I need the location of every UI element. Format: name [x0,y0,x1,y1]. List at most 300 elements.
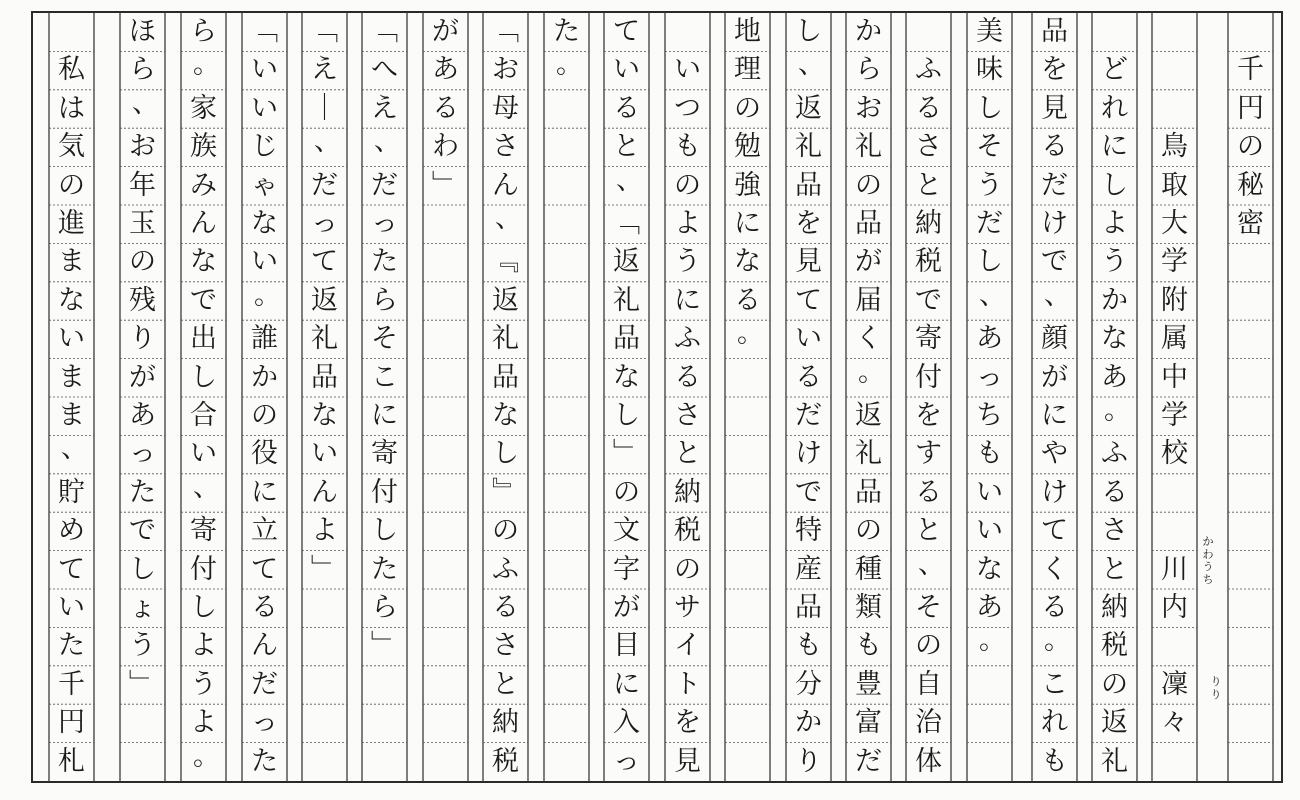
manuscript-cell: 、 [314,126,341,158]
manuscript-cell: こ [371,361,398,393]
manuscript-cell: た [553,16,580,47]
manuscript-cell: ﹁ [371,16,398,47]
manuscript-cell: え [371,92,398,124]
manuscript-cell: 品 [855,208,882,239]
manuscript-cell: る [1041,131,1068,163]
manuscript-cell: 属 [1161,323,1188,355]
manuscript-cell: が [613,592,640,623]
manuscript-cell: 付 [190,553,217,585]
manuscript-cell: よ [190,707,217,739]
manuscript-cell: 学 [1161,246,1188,278]
manuscript-cell: け [1041,476,1068,508]
manuscript-cell: て [795,284,822,316]
manuscript-cell: れ [1101,92,1128,124]
author-column [1152,0,1197,800]
manuscript-cell: 理 [734,54,761,86]
manuscript-cell: な [734,246,761,278]
manuscript-cell: 貯 [58,476,85,508]
manuscript-cell: ょ [129,592,156,623]
manuscript-cell: 役 [251,438,278,470]
manuscript-cell: 見 [795,246,822,278]
manuscript-cell: な [251,208,278,239]
grid-lines [49,12,1273,782]
manuscript-cell: し [190,592,217,623]
manuscript-cell: ﹂ [311,553,338,585]
manuscript-cell: 地 [734,16,761,47]
manuscript-cell: い [795,323,822,355]
manuscript-cell: に [251,476,278,508]
manuscript-cell [1152,474,1197,511]
manuscript-cell: 目 [613,630,640,662]
manuscript-cell: あ [976,323,1003,355]
manuscript-cell [1152,13,1197,50]
manuscript-cell: た [371,553,398,585]
manuscript-cell: う [674,246,701,278]
manuscript-cell: い [58,592,85,623]
manuscript-cell: を [915,400,942,431]
manuscript-cell: の [855,169,882,201]
manuscript-cell: 、 [616,164,643,196]
manuscript-cell: あ [976,592,1003,623]
manuscript-cell: 礼 [855,438,882,470]
manuscript-cell: な [492,400,519,431]
manuscript-cell: ト [674,668,701,700]
manuscript-cell: ﹁ [613,208,640,239]
manuscript-cell: ﹁ [492,16,519,47]
manuscript-cell [665,13,710,50]
manuscript-cell: は [58,92,85,124]
manuscript-cell: い [58,323,85,355]
manuscript-cell [1092,13,1137,50]
manuscript-cell: だ [976,208,1003,239]
text-column [544,0,589,800]
manuscript-cell: ﹃ [492,246,519,278]
manuscript-cell: 。 [979,625,1006,657]
manuscript-cell: 体 [915,745,942,777]
manuscript-cell: た [58,630,85,662]
manuscript-cell: ん [251,630,278,662]
manuscript-cell: し [613,400,640,431]
manuscript-cell: 秘 [1237,169,1264,201]
manuscript-cell: と [1101,553,1128,585]
manuscript-cell: だ [855,745,882,777]
manuscript-cell: て [251,553,278,585]
manuscript-cell: 、 [132,87,159,119]
manuscript-cell: し [795,16,822,47]
manuscript-cell: 返 [1101,707,1128,739]
manuscript-cell: 年 [129,169,156,201]
text-column [604,0,649,800]
manuscript-cell: 見 [674,745,701,777]
manuscript-cell [1228,13,1273,50]
manuscript-cell: よ [311,515,338,547]
manuscript-cell: 富 [855,707,882,739]
manuscript-cell: で [190,284,217,316]
manuscript-cell: 。 [193,740,220,772]
text-column [665,0,710,800]
manuscript-cell: が [129,361,156,393]
manuscript-cell: る [734,284,761,316]
manuscript-cell: だ [1041,169,1068,201]
manuscript-cell: 付 [371,476,398,508]
manuscript-cell: の [855,515,882,547]
manuscript-cell: が [432,16,459,47]
manuscript-cell: ﹂ [129,668,156,700]
manuscript-cell: よ [190,630,217,662]
manuscript-cell: る [915,92,942,124]
manuscript-cell: 、 [918,548,945,580]
manuscript-cell [1152,627,1197,664]
text-column [967,0,1012,800]
manuscript-cell: か [795,707,822,739]
manuscript-cell: 類 [855,592,882,623]
text-column [1032,0,1077,800]
manuscript-cell: ど [1101,54,1128,86]
manuscript-cell: に [613,668,640,700]
manuscript-cell: い [251,54,278,86]
manuscript-cell: け [1041,208,1068,239]
manuscript-cell: た [129,476,156,508]
manuscript-cell: く [1041,553,1068,585]
manuscript-cell: れ [1041,707,1068,739]
text-column [725,0,770,800]
text-column [846,0,891,800]
manuscript-cell: く [855,323,882,355]
manuscript-cell: で [915,284,942,316]
manuscript-cell: お [129,131,156,163]
manuscript-cell [49,13,94,50]
manuscript-cell: ん [492,169,519,201]
manuscript-cell: る [492,592,519,623]
manuscript-cell: に [734,208,761,239]
manuscript-cell: 強 [734,169,761,201]
manuscript-cell: あ [1101,361,1128,393]
manuscript-cell: 私 [58,54,85,86]
manuscript-cell: 税 [1101,630,1128,662]
manuscript-cell: 品 [1041,16,1068,47]
manuscript-cell: い [613,54,640,86]
manuscript-cell: 産 [795,553,822,585]
manuscript-cell: た [251,745,278,777]
manuscript-cell: る [1101,476,1128,508]
manuscript-cell: そ [976,131,1003,163]
text-column [362,0,407,800]
manuscript-cell: 、 [61,433,88,465]
text-column [786,0,831,800]
manuscript-cell: の [674,169,701,201]
manuscript-cell: う [129,630,156,662]
manuscript-cell: の [492,515,519,547]
manuscript-cell: 、 [979,279,1006,311]
manuscript-cell: 残 [129,284,156,316]
manuscript-cell: 寄 [371,438,398,470]
manuscript-cell: じ [251,131,278,163]
manuscript-cell: だ [795,400,822,431]
manuscript-cell: 税 [674,515,701,547]
manuscript-cell: る [613,92,640,124]
manuscript-cell: な [58,284,85,316]
manuscript-cell: っ [613,745,640,777]
manuscript-cell: い [674,54,701,86]
text-column [120,0,165,800]
manuscript-cell: 鳥 [1161,131,1188,163]
manuscript-cell: さ [674,400,701,431]
manuscript-cell: 学 [1161,400,1188,431]
ruby-riri: りり [1210,675,1222,701]
manuscript-cell: 入 [613,707,640,739]
manuscript-cell: ﹁ [251,16,278,47]
manuscript-cell: ら [190,16,217,47]
manuscript-cell: 。 [1104,395,1131,426]
manuscript-cell: 品 [855,476,882,508]
manuscript-cell: 返 [855,400,882,431]
manuscript-cell: と [674,438,701,470]
manuscript-cell: 。 [193,49,220,81]
text-column [423,0,468,800]
manuscript-cell: ま [58,400,85,431]
manuscript-cell: う [190,668,217,700]
manuscript-cell: わ [432,131,459,163]
manuscript-cell: 味 [976,54,1003,86]
manuscript-cell: ま [58,361,85,393]
ruby-kawauchi: かわうち [1202,535,1214,586]
text-column [906,0,951,800]
manuscript-cell: 進 [58,208,85,239]
manuscript-cell: ま [58,246,85,278]
manuscript-cell [1152,51,1197,88]
manuscript-cell: か [855,16,882,47]
manuscript-cell [1152,90,1197,127]
manuscript-cell: る [1041,592,1068,623]
manuscript-cell: が [1041,361,1068,393]
manuscript-cell: の [1101,668,1128,700]
manuscript-cell: て [58,553,85,585]
manuscript-cell: を [795,208,822,239]
manuscript-cell: 。 [737,318,764,350]
manuscript-cell: 密 [1237,208,1264,239]
manuscript-cell: の [613,476,640,508]
manuscript-cell: な [976,553,1003,585]
manuscript-cell: 納 [674,476,701,508]
manuscript-cell: が [855,246,882,278]
manuscript-cell: あ [432,54,459,86]
manuscript-cell: る [251,592,278,623]
manuscript-cell: 品 [795,169,822,201]
manuscript-cell: っ [311,208,338,239]
manuscript-cell: し [976,246,1003,278]
manuscript-cell: 。 [556,49,583,81]
manuscript-cell: ん [190,208,217,239]
manuscript-cell: う [1101,246,1128,278]
manuscript-cell: 円 [1237,92,1264,124]
manuscript-cell: 、 [495,203,522,234]
manuscript-cell: 札 [58,745,85,777]
manuscript-cell: 品 [492,361,519,393]
manuscript-cell: し [129,553,156,585]
manuscript-cell: さ [1101,515,1128,547]
manuscript-cell: ら [855,54,882,86]
manuscript-cell: 寄 [190,515,217,547]
manuscript-cell: え [311,54,338,86]
manuscript-cell: を [1041,54,1068,86]
manuscript-cell: か [251,361,278,393]
manuscript-cell: お [492,54,519,86]
manuscript-cell: 寄 [915,323,942,355]
manuscript-cell: ち [976,400,1003,431]
manuscript-cell: け [795,438,822,470]
manuscript-cell: こ [1041,668,1068,700]
manuscript-cell: の [58,169,85,201]
manuscript-cell: さ [915,131,942,163]
manuscript-cell: 付 [915,361,942,393]
manuscript-cell: ﹂ [613,438,640,470]
manuscript-cell: だ [371,169,398,201]
manuscript-cell: 気 [58,131,85,163]
manuscript-cell: 届 [855,284,882,316]
manuscript-cell: 美 [976,16,1003,47]
manuscript-cell: 納 [1101,592,1128,623]
manuscript-cell: す [915,438,942,470]
manuscript-cell: で [129,515,156,547]
manuscript-cell: そ [915,592,942,623]
manuscript-cell: だ [251,668,278,700]
manuscript-cell: な [311,400,338,431]
manuscript-cell: っ [129,438,156,470]
manuscript-cell: に [1101,131,1128,163]
manuscript-cell: も [976,438,1003,470]
manuscript-cell: 中 [1161,361,1188,393]
manuscript-cell: 種 [855,553,882,585]
manuscript-cell: い [976,515,1003,547]
manuscript-cell: だ [311,169,338,201]
manuscript-cell: 誰 [251,323,278,355]
manuscript-cell: 内 [1161,592,1188,623]
manuscript-cell: 品 [613,323,640,355]
manuscript-cell: と [915,515,942,547]
manuscript-cell: 立 [251,515,278,547]
manuscript-cell: の [674,553,701,585]
manuscript-cell: ふ [1101,438,1128,470]
manuscript-cell: う [976,169,1003,201]
manuscript-cell: な [1101,323,1128,355]
manuscript-cell: お [855,92,882,124]
manuscript-cell: っ [976,361,1003,393]
manuscript-cell: い [976,476,1003,508]
manuscript-cell: イ [674,630,701,662]
manuscript-cell: 家 [190,92,217,124]
manuscript-cell: 礼 [795,131,822,163]
manuscript-cell: に [371,400,398,431]
manuscript-cell: 豊 [855,668,882,700]
manuscript-cell: い [190,438,217,470]
text-column [302,0,347,800]
manuscript-cell: 附 [1161,284,1188,316]
manuscript-cell: 、 [798,49,825,81]
manuscript-cell: 校 [1161,438,1188,470]
manuscript-cell: も [855,630,882,662]
manuscript-cell: 文 [613,515,640,547]
manuscript-cell: ふ [915,54,942,86]
manuscript-cell: て [311,246,338,278]
manuscript-cell: 千 [58,668,85,700]
manuscript-cell: つ [674,92,701,124]
manuscript-cell: も [674,131,701,163]
manuscript-cell: 族 [190,131,217,163]
manuscript-cell: 品 [795,592,822,623]
manuscript-cell: ﹄ [492,476,519,508]
manuscript-cell: さ [492,131,519,163]
manuscript-cell: ほ [129,16,156,47]
manuscript-cell: ふ [674,323,701,355]
manuscript-cell: 見 [1041,92,1068,124]
manuscript-cell: よ [674,208,701,239]
manuscript-cell: 税 [492,745,519,777]
manuscript-cell: よ [1101,208,1128,239]
title-column [1228,0,1273,800]
manuscript-cell: 税 [915,246,942,278]
text-column [1092,0,1137,800]
manuscript-cell: 礼 [311,323,338,355]
manuscript-cell: 字 [613,553,640,585]
manuscript-cell [906,13,951,50]
manuscript-cell: 出 [190,323,217,355]
manuscript-cell: し [492,438,519,470]
manuscript-cell: 。 [254,279,281,311]
manuscript-cell: 、 [374,126,401,158]
manuscript-cell: の [915,630,942,662]
text-column [181,0,226,800]
manuscript-cell: か [1101,284,1128,316]
manuscript-cell: ふ [492,553,519,585]
manuscript-cell: 玉 [129,208,156,239]
manuscript-cell: て [1041,515,1068,547]
manuscript-cell: し [190,361,217,393]
manuscript-cell: 自 [915,668,942,700]
manuscript-cell: て [613,16,640,47]
manuscript-cell: の [734,92,761,124]
manuscript-cell: と [915,169,942,201]
manuscript-cell: 母 [492,92,519,124]
manuscript-cell: 品 [311,361,338,393]
manuscript-cell: 千 [1237,54,1264,86]
manuscript-cell: や [1041,438,1068,470]
manuscript-cell: さ [492,630,519,662]
manuscript-cell: 返 [613,246,640,278]
manuscript-cell: ん [311,476,338,508]
manuscript-cell: そ [371,323,398,355]
text-column [483,0,528,800]
manuscript-cell: 、 [193,471,220,503]
manuscript-cell: り [129,323,156,355]
manuscript-cell: な [190,246,217,278]
manuscript-cell: と [613,131,640,163]
manuscript-cell: 礼 [492,323,519,355]
manuscript-cell: 返 [795,92,822,124]
manuscript-cell: に [1041,400,1068,431]
manuscript-cell: 礼 [855,131,882,163]
text-column [242,0,287,800]
manuscript-cell: 勉 [734,131,761,163]
manuscript-cell: な [613,361,640,393]
manuscript-cell: っ [371,208,398,239]
manuscript-cell: い [251,92,278,124]
manuscript-cell: で [1041,246,1068,278]
manuscript-cell: を [674,707,701,739]
manuscript-cell: め [58,515,85,547]
manuscript-cell: っ [251,707,278,739]
manuscript-cell: り [795,745,822,777]
manuscript-cell: 治 [915,707,942,739]
